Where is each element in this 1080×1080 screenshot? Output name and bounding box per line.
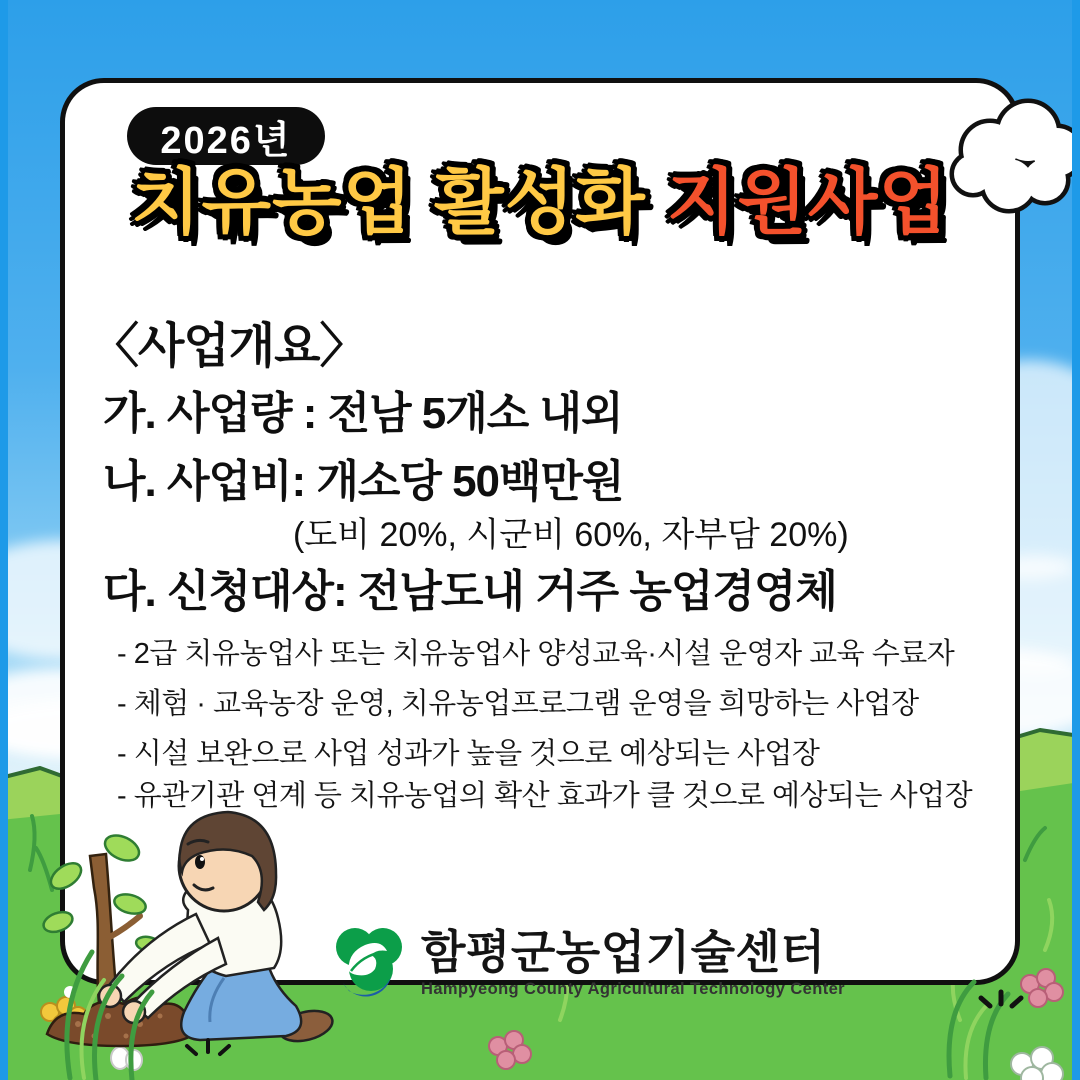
frame-edge: [1072, 0, 1080, 1080]
overview-heading: 〈사업개요〉: [91, 320, 367, 373]
overview-item-na: 나. 사업비: 개소당 50백만원: [103, 457, 624, 506]
eligibility-bullet: - 체험 · 교육농장 운영, 치유농업프로그램 운영을 희망하는 사업장: [117, 688, 919, 720]
org-name-english: Hampyeong County Agricultural Technology Center: [421, 979, 846, 998]
eligibility-bullet: - 2급 치유농업사 또는 치유농업사 양성교육·시설 운영자 교육 수료자: [117, 638, 955, 670]
pebble: [126, 1050, 142, 1070]
year-badge-label: 2026년: [160, 119, 292, 162]
overview-item-da: 다. 신청대상: 전남도내 거주 농업경영체: [103, 567, 837, 616]
eligibility-bullet: - 시설 보완으로 사업 성과가 높을 것으로 예상되는 사업장: [117, 738, 820, 770]
planting-child-illustration: [28, 788, 378, 1080]
year-badge: [127, 107, 325, 165]
soil-mound: [47, 997, 194, 1046]
eye: [195, 855, 205, 869]
title-part1: 치유농업 활성화: [130, 163, 646, 243]
outlined-cloud: [935, 92, 1080, 232]
sparkle-mark: [187, 1040, 229, 1054]
hand: [123, 1001, 145, 1023]
eligibility-bullet: - 유관기관 연계 등 치유농업의 확산 효과가 클 것으로 예상되는 사업장: [117, 780, 973, 812]
title-part2: 지원사업: [645, 163, 950, 243]
hand: [99, 985, 121, 1007]
org-name-korean: 함평군농업기술센터: [421, 926, 826, 979]
frame-edge: [0, 0, 8, 1080]
org-logo-block: [329, 925, 845, 1001]
overview-item-na-sub: (도비 20%, 시군비 60%, 자부담 20%): [293, 516, 849, 554]
main-title: [65, 163, 1015, 243]
overview-item-ga: 가. 사업량 : 전남 5개소 내외: [103, 389, 623, 438]
